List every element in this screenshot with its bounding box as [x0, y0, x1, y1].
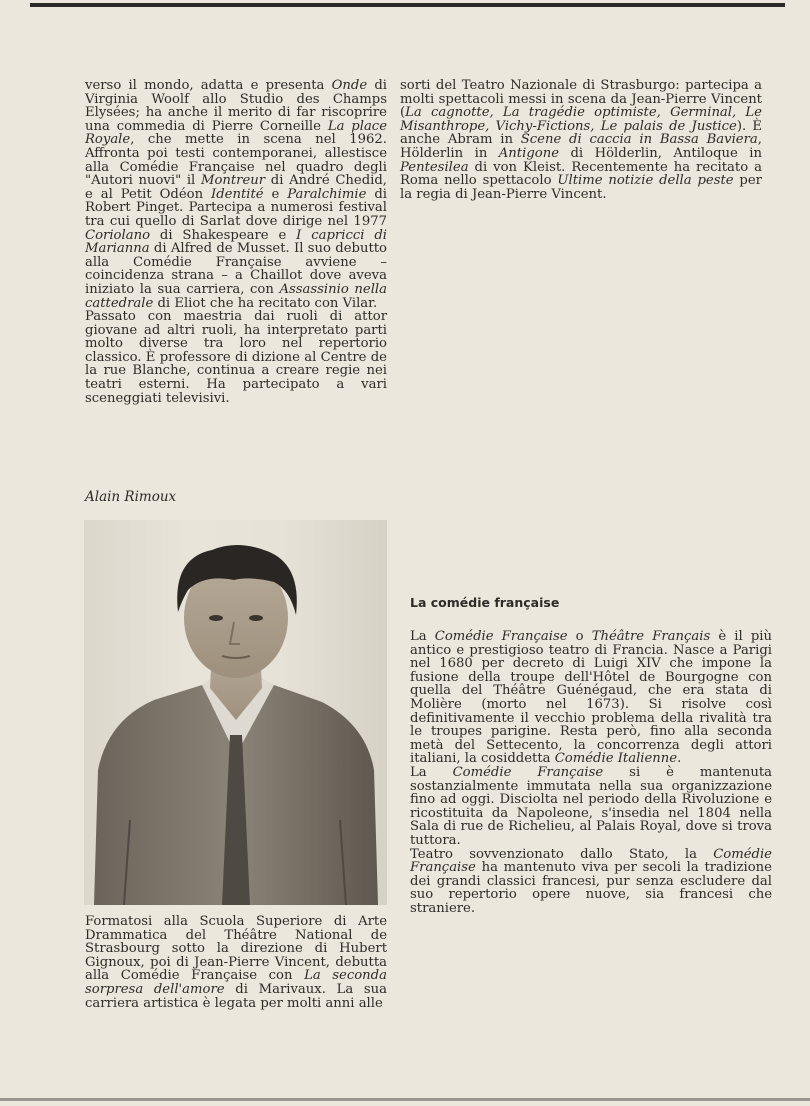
top-rule: [30, 3, 785, 7]
sidebar-heading: La comédie française: [410, 595, 560, 610]
paragraph-formation: Formatosi alla Scuola Superiore di Arte Drammatica del Théâtre National de Strasbourg sotto la direzione di Hubert Gignoux, poi di Jean-Pierre Vincent, debutta alla Comédie Française con La seconda sorpresa dell'amore di Marivaux. La sua carriera artistica è legata per molti anni alle: [85, 914, 387, 1011]
sidebar-paragraph-organization: La Comédie Française si è mantenuta sostanzialmente immutata nella sua organizzazione fino ad oggi. Disciolta nel periodo della Rivoluzione e ricostituita da Napoleone, s'insedia nel 1804 nella Sala di rue de Richelieu, al Palais Royal, dove si trova tuttora.: [410, 764, 773, 848]
portrait-illustration: [84, 520, 387, 905]
sidebar-paragraph-history: La Comédie Française o Théâtre Français è il più antico e prestigioso teatro di Francia. Nasce a Parigi nel 1680 per decreto di Luigi XIV che impone la fusione della troupe dell'Hôtel de Bourgogne con quella del Théâtre Guénégaud, che era stata di Molière (morto nel 1673). Si risolve così definitivamente il vecchio problema della rivalità tra le troupes parigine. Resta però, fino alla seconda metà del Settecento, la concorrenza degli attori italiani, la cosiddetta Comédie Italienne.: [410, 629, 773, 767]
sidebar-column: [410, 630, 772, 915]
bottom-rule: [0, 1098, 810, 1101]
article-column-bottom-left: [85, 915, 387, 1010]
paragraph-roles: Passato con maestria dai ruoli di attor giovane ad altri ruoli, ha interpretato parti molto diverse tra loro nel repertorio classico. È professore di dizione al Centre de la rue Blanche, continua a creare regie nei teatri esterni. Ha partecipato a vari sceneggiati televisivi.: [85, 309, 387, 406]
author-name: Alain Rimoux: [85, 489, 177, 505]
article-column-top-right: [400, 79, 762, 201]
paragraph-career: verso il mondo, adatta e presenta Onde di Virginia Woolf allo Studio des Champs Elysées; ha anche il merito di far riscoprire una commedia di Pierre Corneille La place Royale, che mette in scena nel 1962. Affronta poi testi contemporanei, allestisce alla Comédie Française nel quadro degli "Autori nuovi" il Montreur di André Chedid, e al Petit Odéon Identité e Paralchimie di Robert Pinget. Partecipa a numerosi festival tra cui quello di Sarlat dove dirige nel 1977 Coriolano di Shakespeare e I capricci di Marianna di Alfred de Musset. Il suo debutto alla Comédie Française avviene – coincidenza strana – a Chaillot dove aveva iniziato la sua carriera, con Assassinio nella cattedrale di Eliot che ha recitato con Vilar.: [85, 78, 387, 311]
sidebar-paragraph-repertoire: Teatro sovvenzionato dallo Stato, la Comédie Française ha mantenuto viva per secoli la tradizione dei grandi classici francesi, pur senza escludere dal suo repertorio opere nuove, sia francesi che straniere.: [410, 846, 772, 916]
article-column-top-left: [85, 79, 387, 405]
actor-portrait-photo: [84, 520, 387, 905]
paragraph-strasbourg: sorti del Teatro Nazionale di Strasburgo: partecipa a molti spettacoli messi in scena da Jean-Pierre Vincent (La cagnotte, La tragédie optimiste, Germinal, Le Misanthrope, Vichy-Fictions, Le palais de Justice). È anche Abram in Scene di caccia in Bassa Baviera, Hölderlin in Antigone di Hölderlin, Antiloque in Pentesilea di von Kleist. Recentemente ha recitato a Roma nello spettacolo Ultime notizie della peste per la regia di Jean-Pierre Vincent.: [400, 78, 762, 202]
